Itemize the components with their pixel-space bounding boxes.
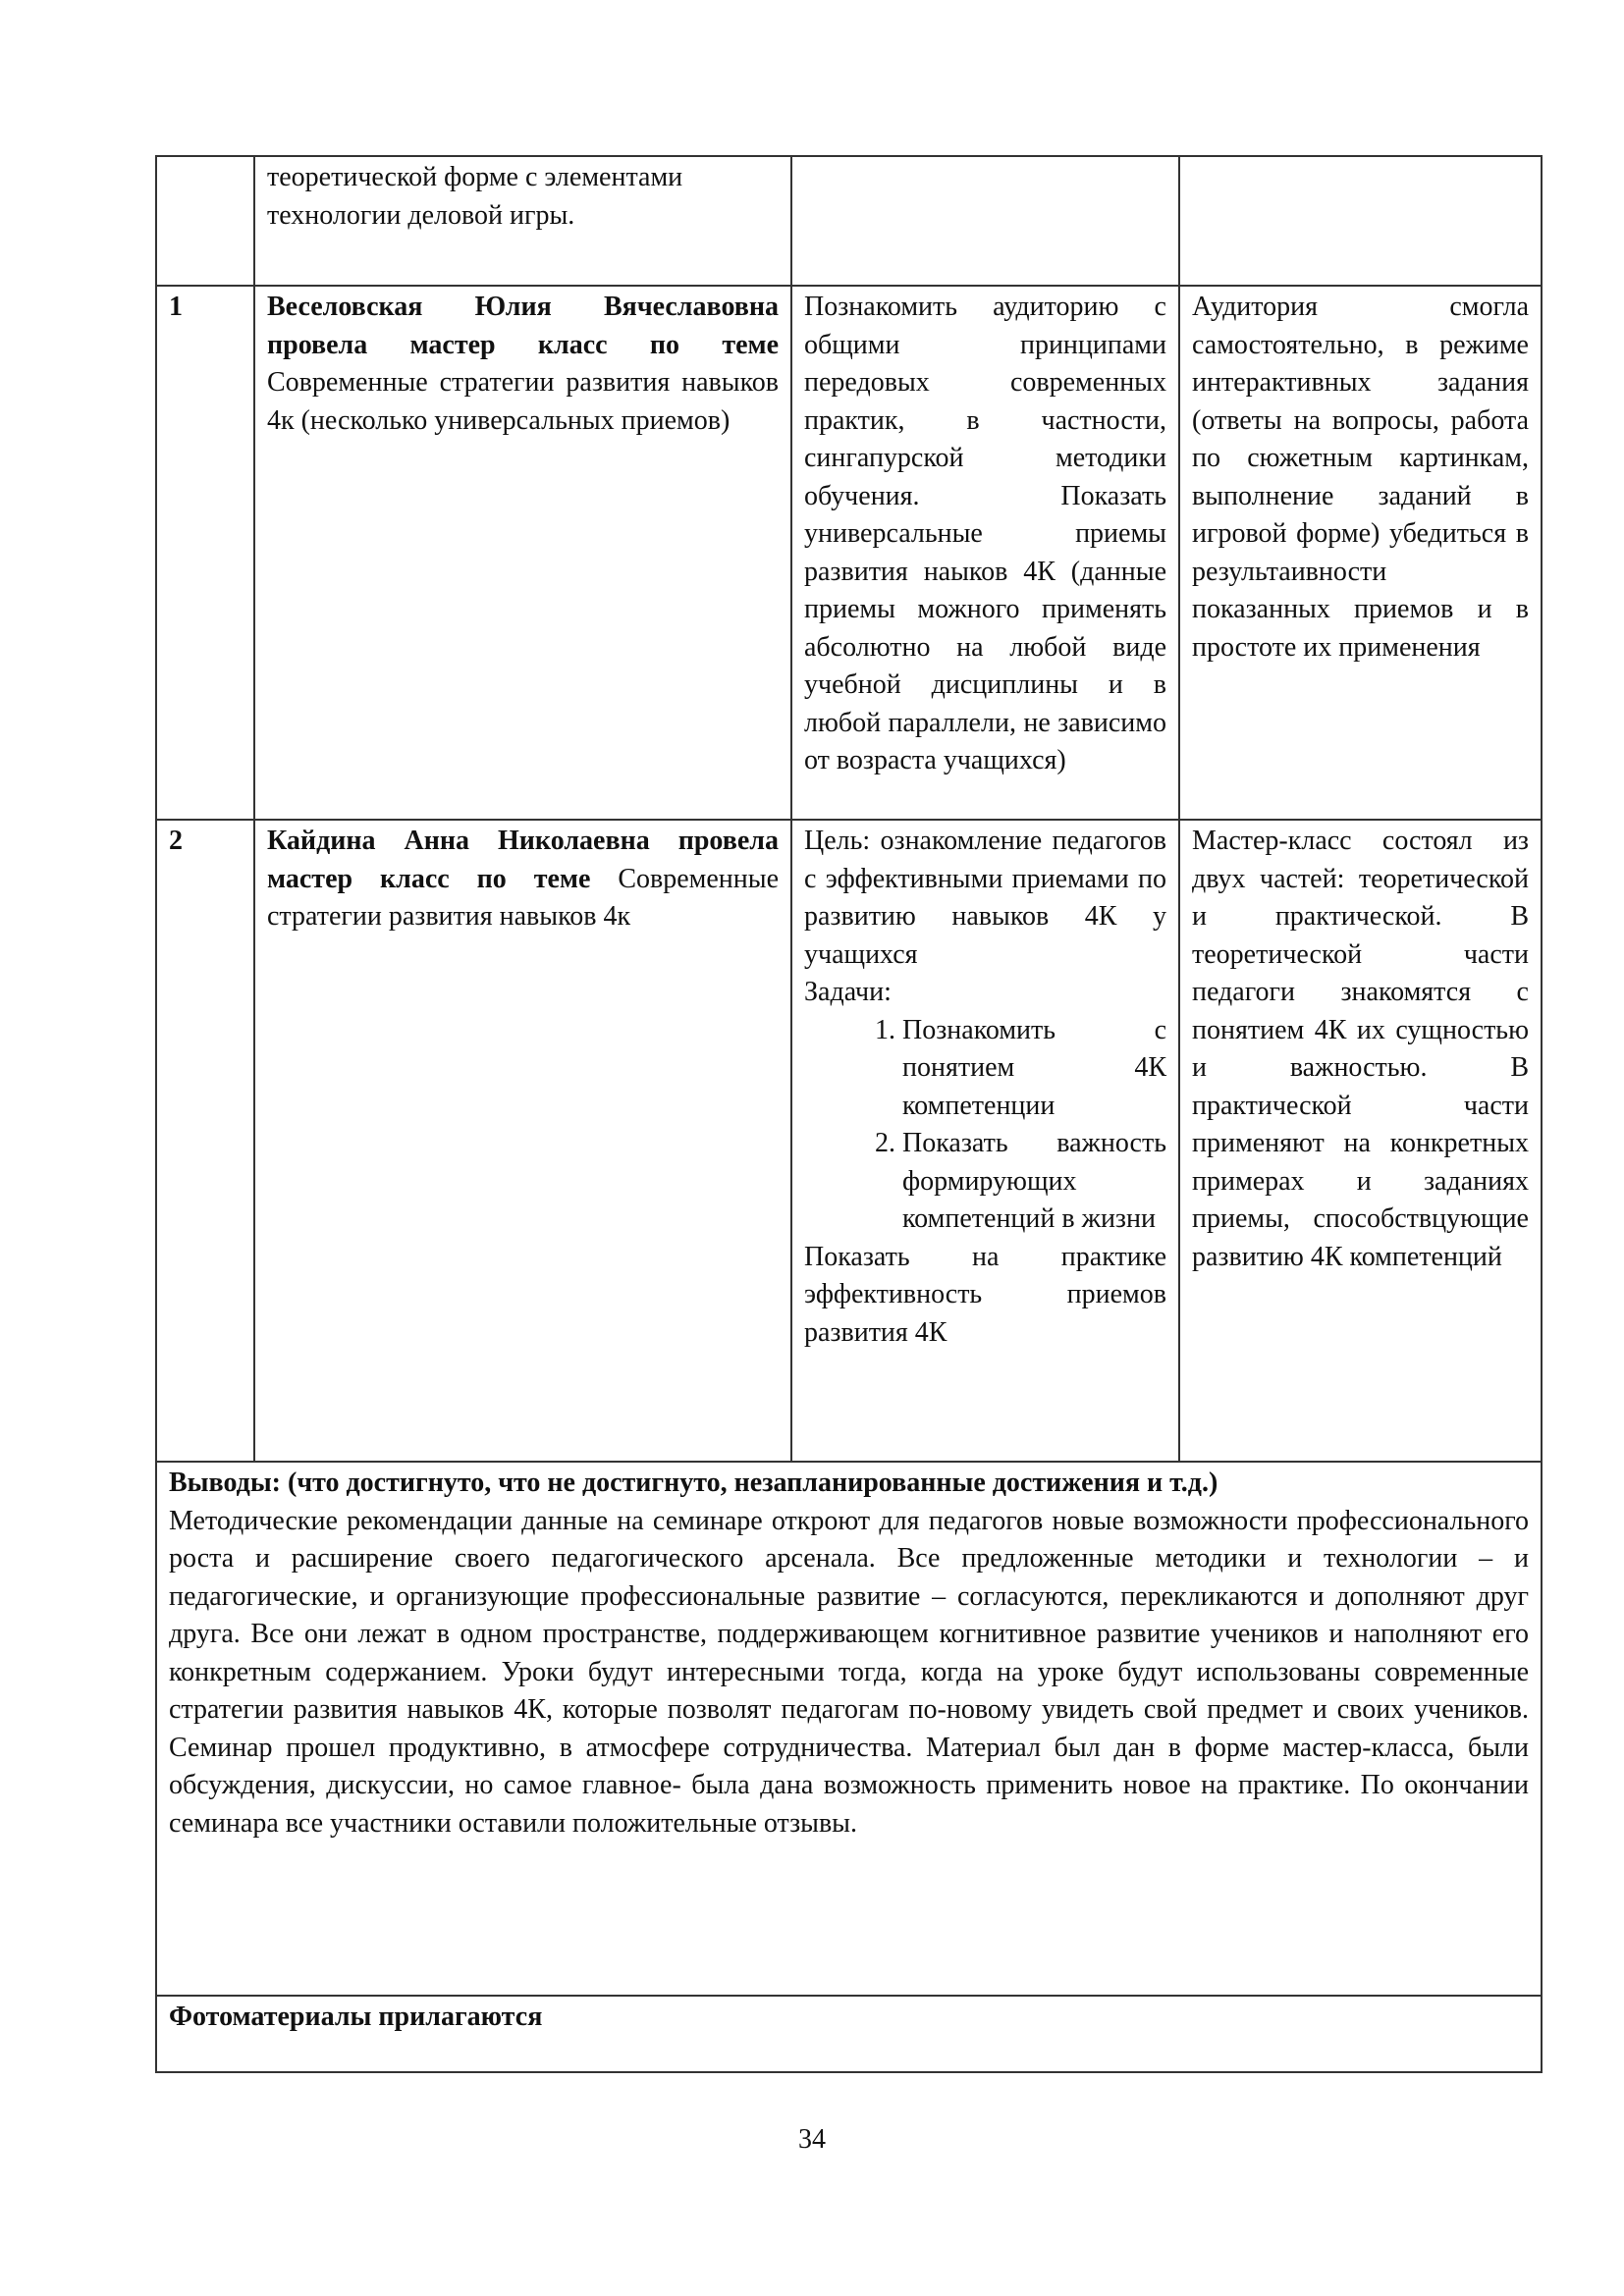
topic-line: технологии деловой игры.	[267, 199, 575, 231]
result-text: Мастер-класс состоял из двух частей: теоретической и практической. В теоретической части педагоги знакомятся с понятием 4К их сущностью и важностью. В практической части применяют на конкретных примерах и заданиях приемы, способствцующие развитию 4К компетенций	[1192, 826, 1529, 1272]
goal-cell	[791, 156, 1179, 286]
presenter-heading: Веселовская Юлия Вячеславовна провела мастер класс по теме	[267, 292, 779, 360]
photos-cell	[156, 1996, 1542, 2072]
topic-text: Современные стратегии развития навыков 4к	[267, 863, 779, 932]
row-number-cell	[156, 156, 254, 286]
conclusions-text: Методические рекомендации данные на семинаре откроют для педагогов новые возможности профессионального роста и расширение своего педагогического арсенала. Все предложенные методики и технологии – и педагогические, и организующие профессиональные развитие – согласуются, перекликаются и дополняют друг друга. Все они лежат в одном пространстве, поддерживающем когнитивное развитие учеников и наполняют его конкретным содержанием. Уроки будут интересными тогда, когда на уроке будут использованы современные стратегии развития навыков 4К, которые позволят педагогам по-новому увидеть свой предмет и своих учеников. Семинар прошел продуктивно, в атмосфере сотрудничества. Материал был дан в форме мастер-класса, были обсуждения, дискуссии, но самое главное- была дана возможность применить новое на практике. По окончании семинара все участники оставили положительные отзывы.	[169, 1505, 1529, 1839]
topic-text: Современные стратегии развития навыков 4к (несколько универсальных приемов)	[267, 367, 779, 436]
task-item: 2. Показать важность формирующих компетенций в жизни	[902, 1125, 1166, 1239]
row-number-cell: 1	[156, 286, 254, 820]
continuation-row	[156, 156, 1542, 286]
goal-intro: Цель: ознакомление педагогов с эффективными приемами по развитию навыков 4К у учащихся	[804, 826, 1166, 970]
goal-outro: Показать на практике эффективность приемов развития 4К	[804, 1241, 1166, 1348]
conclusions-cell	[156, 1462, 1542, 1996]
conclusions-heading: Выводы: (что достигнуто, что не достигнуто, незапланированные достижения и т.д.)	[169, 1468, 1218, 1498]
table-row	[156, 820, 1542, 1462]
tasks-list	[804, 1012, 1166, 1239]
tasks-label: Задачи:	[804, 977, 892, 1007]
result-cell	[1179, 156, 1542, 286]
topic-cell	[254, 820, 791, 1462]
page-number: 34	[798, 2124, 826, 2155]
topic-cell	[254, 286, 791, 820]
result-cell	[1179, 820, 1542, 1462]
conclusions-row	[156, 1462, 1542, 1996]
goal-cell	[791, 286, 1179, 820]
result-text: Аудитория смогла самостоятельно, в режиме интерактивных задания (ответы на вопросы, работа по сюжетным картинкам, выполнение заданий в игровой форме) убедиться в результаивности показанных приемов и в простоте их применения	[1192, 292, 1529, 663]
topic-line: теоретической форме с элементами	[267, 162, 683, 192]
table-row	[156, 286, 1542, 820]
goal-text: Познакомить аудиторию с общими принципами передовых современных практик, в частности, сингапурской методики обучения. Показать универсальные приемы развития наыков 4К (данные приемы можного применять абсолютно на любой виде учебной дисциплины и в любой параллели, не зависимо от возраста учащихся)	[804, 292, 1166, 775]
topic-cell	[254, 156, 791, 286]
photos-row	[156, 1996, 1542, 2072]
task-item: 1. Познакомить с понятием 4К компетенции	[902, 1012, 1166, 1126]
report-table	[155, 155, 1543, 2073]
goal-cell	[791, 820, 1179, 1462]
photos-label: Фотоматериалы прилагаются	[169, 2002, 543, 2032]
result-cell	[1179, 286, 1542, 820]
row-number-cell: 2	[156, 820, 254, 1462]
presenter-heading: Кайдина Анна Николаевна провела мастер класс по теме	[267, 826, 779, 894]
